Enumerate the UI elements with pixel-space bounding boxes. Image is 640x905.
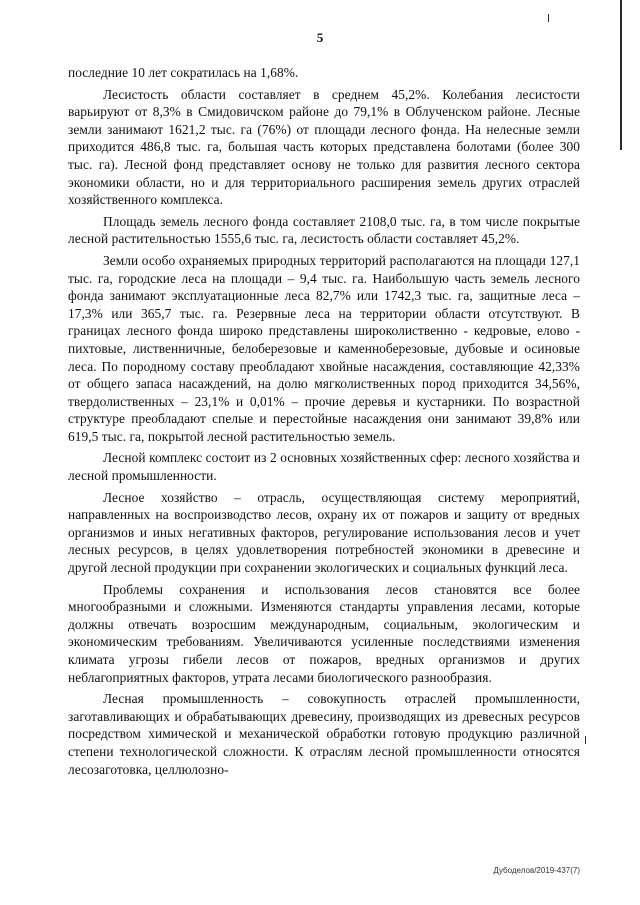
scan-margin-tick: [585, 736, 586, 744]
paragraph-continuation: последние 10 лет сократилась на 1,68%.: [68, 65, 299, 80]
paragraph-forest-industry: Лесная промышленность – совокупность отраслей промышленности, заготавливающих и обрабатывающих древесину, производящих из древесных ресурсов посредством химической и механической обработки готовую продукцию различной степени технологической сложности. К отраслям лесной промышленности относятся лесозаготовка, целлюлозно-: [68, 691, 580, 777]
paragraph-forest-problems: Проблемы сохранения и использования лесов становятся все более многообразными и сложными. Изменяются стандарты управления лесами, которые должны отвечать возросшим международным, социальным, экологическим и экономическим требованиям. Увеличиваются усиленные последствиями изменения климата угрозы гибели лесов от пожаров, вредных организмов и других неблагоприятных факторов, утрата лесами биологического разнообразия.: [68, 581, 580, 685]
body-text: [68, 64, 580, 778]
document-reference: Дубоделов/2019-437(7): [493, 866, 580, 875]
page-number: 5: [316, 30, 324, 45]
scan-tick-mark: [548, 14, 549, 22]
paragraph-forestry-definition: Лесное хозяйство – отрасль, осуществляющая систему мероприятий, направленных на воспроизводство лесов, охрану их от пожаров и защиту от вредных организмов и иных негативных факторов, регулирование использования лесов и учет лесных ресурсов, в целях удовлетворения потребностей экономики в древесине и другой лесной продукции при сохранении экологических и социальных функций леса.: [68, 489, 580, 576]
scan-edge-mark: [620, 0, 622, 150]
paragraph-forest-fund-area: Площадь земель лесного фонда составляет 2108,0 тыс. га, в том числе покрытые лесной растительностью 1555,6 тыс. га, лесистость области составляет 45,2%.: [68, 213, 580, 247]
paragraph-forest-complex: Лесной комплекс состоит из 2 основных хозяйственных сфер: лесного хозяйства и лесной промышленности.: [68, 450, 580, 484]
paragraph-forest-cover: Лесистость области составляет в среднем 45,2%. Колебания лесистости варьируют от 8,3% в Смидовичском районе до 79,1% в Облученском районе. Лесные земли занимают 1621,2 тыс. га (76%) от площади лесного фонда. На нелесные земли приходится 486,8 тыс. га, большая часть которых представлена болотами (более 300 тыс. га). Лесной фонд представляет основу не только для развития лесного сектора экономики области, но и для территориального расширения земель других отраслей хозяйственного комплекса.: [68, 86, 580, 208]
paragraph-protected-territories: Земли особо охраняемых природных территорий располагаются на площади 127,1 тыс. га, городские леса на площади – 9,4 тыс. га. Наибольшую часть земель лесного фонда занимают эксплуатационные леса 82,7% или 1742,3 тыс. га, защитные леса – 17,3% или 365,7 тыс. га. Резервные леса на территории области отсутствуют. В границах лесного фонда широко представлены широколиственно - кедровые, елово - пихтовые, лиственничные, белоберезовые и каменноберезовые, дубовые и осиновые леса. По породному составу преобладают хвойные насаждения, составляющие 42,33% от общего запаса насаждений, на долю мягколиственных пород приходится 34,56%, твердолиственных – 23,1% и 0,01% – прочие деревья и кустарники. По возрастной структуре преобладают спелые и перестойные насаждения они занимают 39,8% или 619,5 тыс. га, покрытой лесной растительностью земель.: [68, 252, 580, 444]
